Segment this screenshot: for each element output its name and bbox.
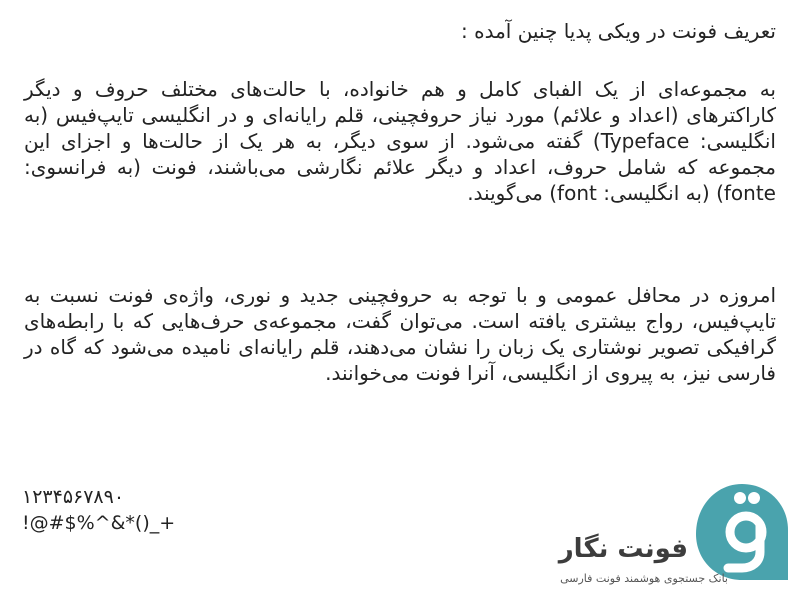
specimen-heading: تعریف فونت در ویکی پدیا چنین آمده : (461, 19, 776, 43)
logo-tagline: بانک جستجوی هوشمند فونت فارسی (560, 572, 728, 585)
digits-sample: ۱۲۳۴۵۶۷۸۹۰ (22, 486, 125, 508)
specimen-paragraph-1: به مجموعه‌ای از یک الفبای کامل و هم خانواده، با حالت‌های مختلف حروف و دیگر کاراکترهای (اعداد و علائم) مورد نیاز حروفچینی، قلم رایانه‌ای و در انگلیسی تایپ‌فیس (به انگلیسی: Typeface) گفته می‌شود. از سوی دیگر، به هر یک از حالت‌ها و اجزای این مجموعه که شامل حروف، اعداد و دیگر علائم نگارشی می‌باشند، فونت (به فرانسوی: fonte) (به انگلیسی: font) می‌گویند. (24, 77, 776, 205)
symbols-sample: !@#$%^&*()_+ (22, 512, 176, 534)
specimen-paragraph-2: امروزه در محافل عمومی و با توجه به حروفچینی جدید و نوری، واژه‌ی فونت نسبت به تایپ‌فیس، رواج بیشتری یافته است. می‌توان گفت، مجموعه‌ی حرف‌هایی که با رابطه‌های گرافیکی تصویر نوشتاری یک زبان را نشان می‌دهند، قلم رایانه‌ای نامیده می‌شود که گاه در فارسی نیز، به پیروی از انگلیسی، آنرا فونت می‌خوانند. (24, 283, 776, 385)
logo-title: فونت نگار (558, 534, 688, 564)
fontnegar-logo-icon (694, 482, 790, 582)
fontnegar-logo (540, 482, 790, 590)
